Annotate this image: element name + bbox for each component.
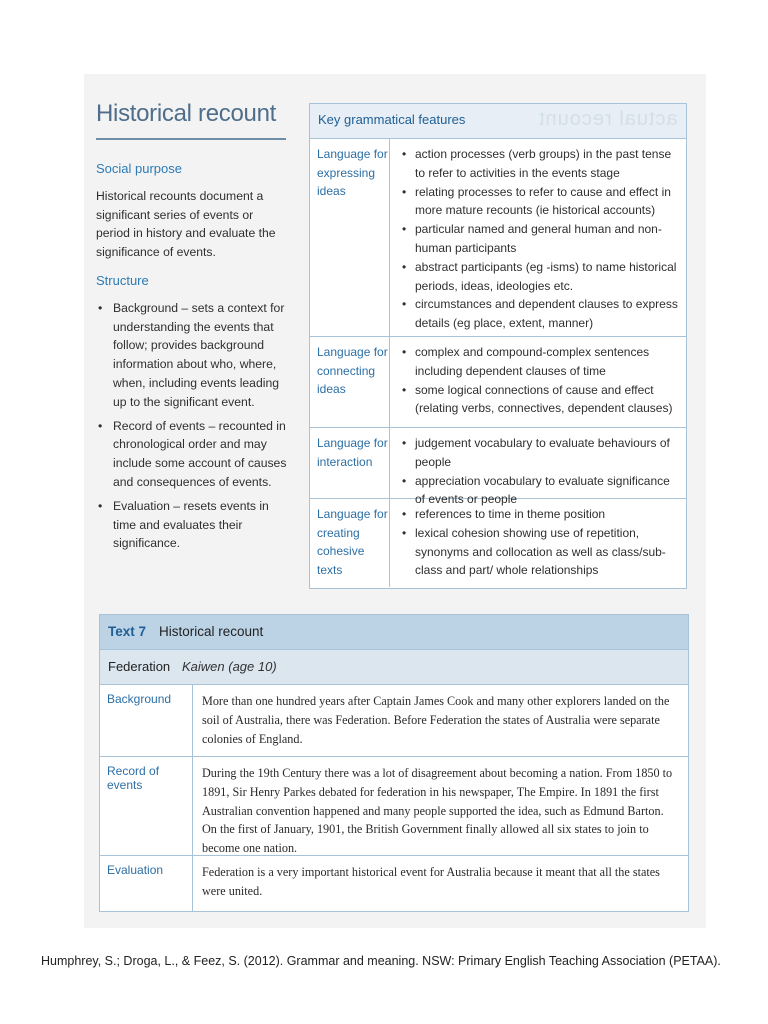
kgf-heading: Key grammatical features [318, 112, 466, 127]
text7-author: Kaiwen (age 10) [182, 659, 277, 674]
citation: Humphrey, S.; Droga, L., & Feez, S. (2012). Grammar and meaning. NSW: Primary English Teaching Association (PETAA). [41, 954, 721, 968]
structure-item: • Record of events – recounted in chronological order and may include some account of causes and consequences of events. [96, 417, 288, 492]
kgf-item: • appreciation vocabulary to evaluate significance of events or people [402, 472, 680, 510]
kgf-row-label: Language for expressing ideas [310, 139, 390, 336]
text7-number: Text 7 [108, 624, 147, 639]
kgf-row [310, 337, 686, 428]
page-title: Historical recount [96, 100, 277, 127]
kgf-item: • judgement vocabulary to evaluate behaviours of people [402, 434, 680, 472]
left-column [96, 160, 288, 558]
text7-row-text: More than one hundred years after Captain James Cook and many other explorers landed on the soil of Australia, there was Federation. Before Federation the states of Australia were separate colonies of England. [202, 694, 670, 746]
kgf-watermark: actual recount [538, 108, 678, 130]
kgf-item: • circumstances and dependent clauses to express details (eg place, extent, manner) [402, 295, 680, 333]
structure-heading: Structure [96, 272, 149, 288]
title-divider [96, 138, 286, 140]
text7-row-label: Evaluation [100, 856, 193, 912]
kgf-item: • particular named and general human and non-human participants [402, 220, 680, 258]
text7-row-label: Record of events [100, 757, 193, 855]
kgf-row-label: Language for interaction [310, 428, 390, 498]
text7-header [100, 615, 688, 650]
kgf-item: • some logical connections of cause and effect (relating verbs, connectives, dependent clauses) [402, 381, 680, 419]
key-grammatical-features-table [309, 103, 687, 589]
kgf-item: • action processes (verb groups) in the past tense to refer to activities in the events stage [402, 145, 680, 183]
text7-subtitle: Federation [108, 659, 171, 674]
kgf-row [310, 139, 686, 337]
kgf-item: • complex and compound-complex sentences including dependent clauses of time [402, 343, 680, 381]
text7-subheader [100, 650, 688, 685]
text7-row-text: Federation is a very important historical event for Australia because it meant that all the states were united. [202, 865, 660, 898]
kgf-row [310, 499, 686, 587]
social-purpose-heading: Social purpose [96, 161, 182, 176]
text7-row-text: During the 19th Century there was a lot of disagreement about becoming a nation. From 1850 to 1891, Sir Henry Parkes debated for federation in his newspaper, The Empire. In 1891 the first Australian convention happened and many people supported the idea, such as Edmund Barton. On the first of January, 1901, the British Government finally allowed all six states to join to become one nation. [202, 766, 673, 856]
social-purpose-text: Historical recounts document a significant series of events or period in history and evaluate the significance of events. [96, 188, 276, 260]
text7-row [100, 685, 688, 757]
structure-item: • Background – sets a context for understanding the events that follow; provides background information about who, where, when, including events leading up to the significant event. [96, 299, 288, 412]
kgf-item: • abstract participants (eg -isms) to name historical periods, ideas, ideologies etc. [402, 258, 680, 296]
text7-row [100, 757, 688, 856]
kgf-row-label: Language for connecting ideas [310, 337, 390, 427]
text7-row-label: Background [100, 685, 193, 756]
structure-list [96, 299, 288, 553]
text7-row [100, 856, 688, 912]
kgf-row [310, 428, 686, 507]
kgf-item: • relating processes to refer to cause and effect in more mature recounts (ie historical accounts) [402, 183, 680, 221]
kgf-header [310, 104, 686, 139]
kgf-row-label: Language for creating cohesive texts [310, 499, 390, 587]
kgf-item: • references to time in theme position [402, 505, 680, 524]
structure-item: • Evaluation – resets events in time and evaluates their significance. [96, 497, 288, 553]
text7-table [99, 614, 689, 912]
kgf-item: • lexical cohesion showing use of repetition, synonyms and collocation as well as class/sub-class and part/ whole relationships [402, 524, 680, 580]
text7-name: Historical recount [159, 624, 264, 639]
